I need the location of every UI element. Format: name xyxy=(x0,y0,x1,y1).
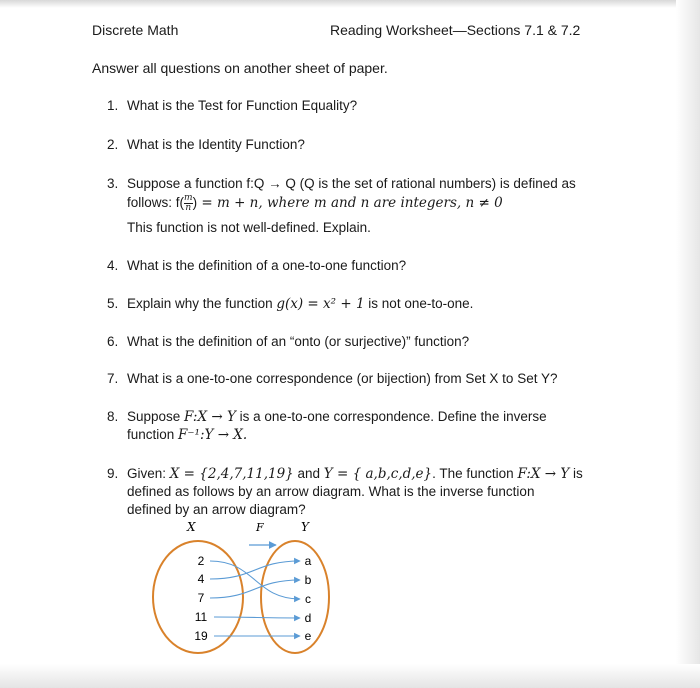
function-f-notation: F:X → Y xyxy=(184,409,236,425)
question-text: What is the Test for Function Equality? xyxy=(127,98,358,113)
fraction-denominator: n xyxy=(185,203,192,213)
question-text-part: Explain why the function xyxy=(127,296,277,311)
question-text-part: is not one-to-one. xyxy=(364,296,474,311)
domain-element: 7 xyxy=(197,591,205,605)
question-text-part: Suppose xyxy=(127,409,185,424)
mapping-arrow xyxy=(210,580,300,598)
question-text: What is the definition of an “onto (or surjective)” function? xyxy=(127,334,470,349)
function-f-notation: F:X → Y xyxy=(517,466,570,482)
question-number: 7. xyxy=(107,371,119,386)
question-text-part: is xyxy=(569,466,583,481)
question-text-part: and xyxy=(293,466,324,481)
question-number: 5. xyxy=(107,296,119,311)
codomain-element: e xyxy=(304,629,312,643)
question-number: 1. xyxy=(107,98,119,113)
question-number: 2. xyxy=(107,137,119,152)
domain-element: 11 xyxy=(194,610,208,624)
mapping-arrow xyxy=(214,617,300,618)
inverse-function-notation: F⁻¹:Y → X. xyxy=(178,427,248,443)
question-number: 6. xyxy=(107,334,119,349)
course-title: Discrete Math xyxy=(92,22,179,38)
question-text-line-1: Suppose a function f:Q → Q (Q is the set of rational numbers) is defined as xyxy=(127,176,576,191)
set-y-definition: Y = { a,b,c,d,e} xyxy=(323,466,433,482)
question-text-line-3: defined by an arrow diagram? xyxy=(127,502,306,517)
question-text-part: . The function xyxy=(432,466,518,481)
question-text-line-2: follows: f( $\frac{m}{n}$ ) = m + n, where m and n are integers, n ≠ 0 xyxy=(127,193,503,213)
worksheet-title: Reading Worksheet—Sections 7.1 & 7.2 xyxy=(330,22,581,38)
question-text-line-2: defined as follows by an arrow diagram. What is the inverse function xyxy=(127,484,535,499)
question-text: What is the Identity Function? xyxy=(127,137,305,152)
domain-element: 19 xyxy=(194,629,208,643)
instructions: Answer all questions on another sheet of paper. xyxy=(92,60,388,76)
question-number: 4. xyxy=(107,258,119,273)
function-definition: = m + n, where m and n are integers, n ≠ 0 xyxy=(197,195,503,212)
mapping-arrow xyxy=(210,561,300,579)
question-text-part: Given: xyxy=(127,466,170,481)
question-number: 9. xyxy=(107,466,119,481)
codomain-element: a xyxy=(304,554,312,568)
function-prefix: follows: f xyxy=(127,195,180,211)
formula-g-of-x: g(x) = x² + 1 xyxy=(276,296,365,312)
question-number: 3. xyxy=(107,176,119,191)
domain-element: 4 xyxy=(197,572,205,586)
question-text-line-3: This function is not well-defined. Explain. xyxy=(127,220,371,235)
question-number: 8. xyxy=(107,409,119,424)
question-text: What is a one-to-one correspondence (or bijection) from Set X to Set Y? xyxy=(127,371,558,386)
set-x-definition: X = {2,4,7,11,19} xyxy=(169,466,294,482)
question-text-part: is a one-to-one correspondence. Define the inverse xyxy=(235,409,547,424)
question-text-part: function xyxy=(127,427,179,442)
question-text: What is the definition of a one-to-one function? xyxy=(127,258,407,273)
diagram-label-x: X xyxy=(187,520,196,534)
fraction-numerator: m xyxy=(184,193,193,203)
diagram-label-f: F xyxy=(256,521,264,534)
diagram-label-y: Y xyxy=(301,520,309,534)
codomain-element: d xyxy=(304,611,312,625)
mapping-arrow xyxy=(210,561,300,599)
codomain-element: c xyxy=(305,592,311,606)
codomain-element: b xyxy=(304,573,312,587)
domain-element: 2 xyxy=(197,554,205,568)
